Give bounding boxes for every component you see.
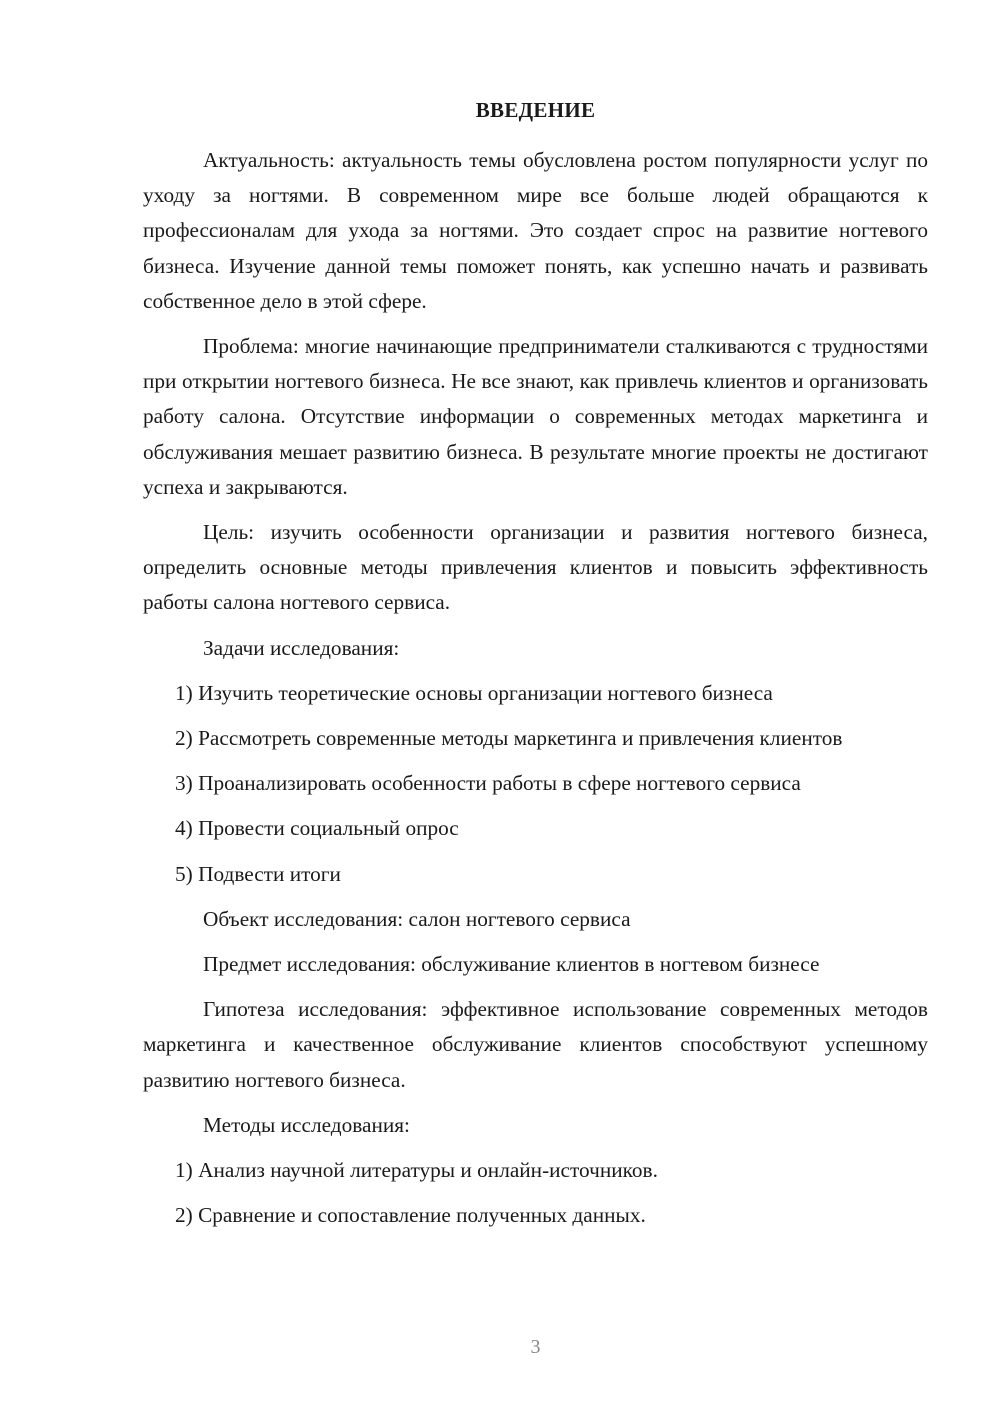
paragraph-goal: Цель: изучить особенности организации и развития ногтевого бизнеса, определить основные методы привлечения клиентов и повысить эффективность работы салона ногтевого сервиса. — [143, 520, 928, 615]
paragraph-hypothesis: Гипотеза исследования: эффективное использование современных методов маркетинга и качественное обслуживание клиентов способствуют успешному развитию ногтевого бизнеса. — [143, 997, 928, 1092]
list-item-task-1: 1) Изучить теоретические основы организации ногтевого бизнеса — [175, 680, 773, 705]
paragraph-object: Объект исследования: салон ногтевого сервиса — [203, 906, 631, 931]
list-item-task-4: 4) Провести социальный опрос — [175, 816, 459, 841]
paragraph-problem: Проблема: многие начинающие предприниматели сталкиваются с трудностями при открытии ногтевого бизнеса. Не все знают, как привлечь клиентов и организовать работу салона. Отсутствие информации о современных методах маркетинга и обслуживания мешает развитию бизнеса. В результате многие проекты не достигают успеха и закрываются. — [143, 334, 928, 499]
body-text — [143, 143, 928, 1233]
section-title: ВВЕДЕНИЕ — [475, 98, 596, 122]
page-number: 3 — [530, 1336, 541, 1358]
list-item-task-5: 5) Подвести итоги — [175, 861, 341, 886]
list-item-method-2: 2) Сравнение и сопоставление полученных данных. — [175, 1203, 646, 1228]
list-item-task-3: 3) Проанализировать особенности работы в сфере ногтевого сервиса — [175, 771, 801, 796]
document-page — [143, 0, 928, 1414]
paragraph-subject: Предмет исследования: обслуживание клиентов в ногтевом бизнесе — [203, 952, 820, 977]
list-item-method-1: 1) Анализ научной литературы и онлайн-источников. — [175, 1158, 658, 1183]
paragraph-relevance: Актуальность: актуальность темы обусловлена ростом популярности услуг по уходу за ногтями. В современном мире все больше людей обращаются к профессионалам для ухода за ногтями. Это создает спрос на развитие ногтевого бизнеса. Изучение данной темы поможет понять, как успешно начать и развивать собственное дело в этой сфере. — [143, 148, 928, 313]
paragraph-methods-heading: Методы исследования: — [203, 1112, 410, 1137]
list-item-task-2: 2) Рассмотреть современные методы маркетинга и привлечения клиентов — [175, 726, 843, 751]
paragraph-tasks-heading: Задачи исследования: — [203, 635, 400, 660]
